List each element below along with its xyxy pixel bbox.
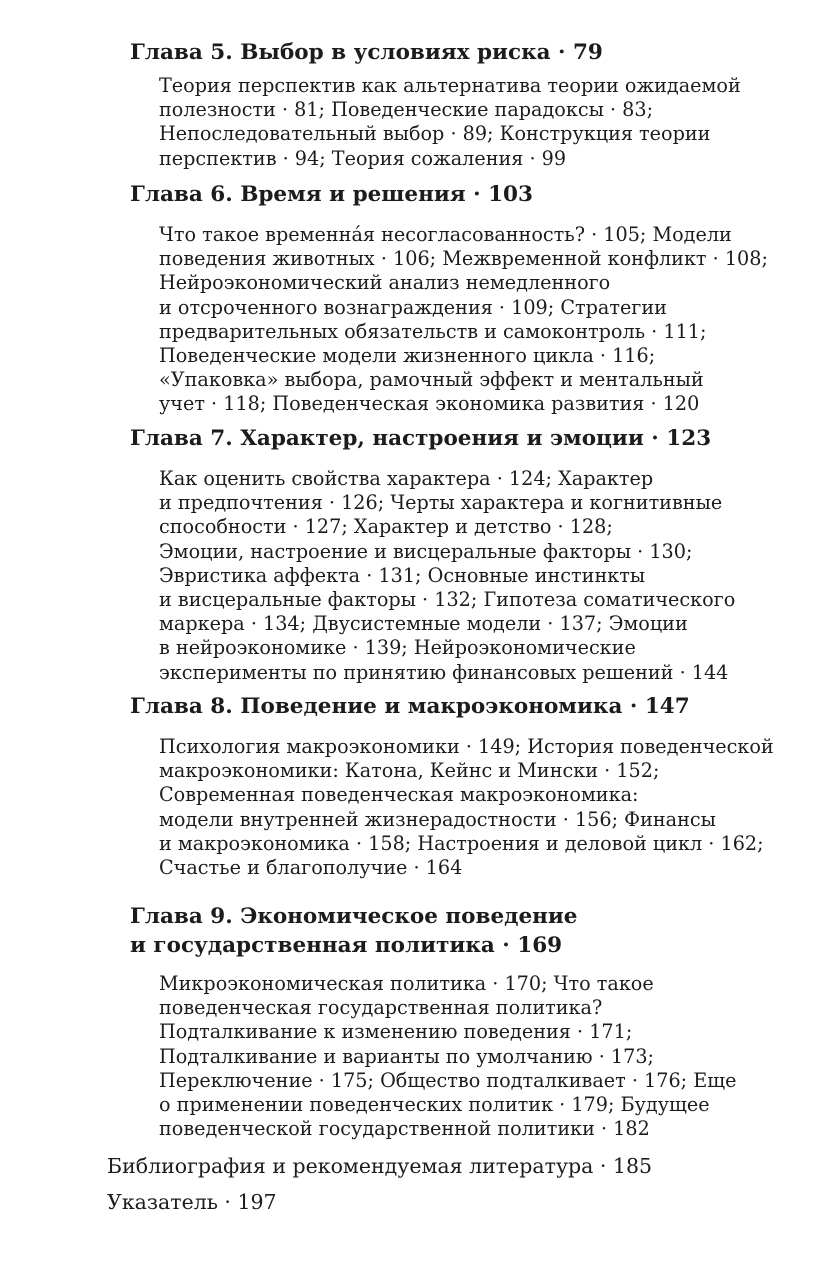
toc-bibliography-entry: Библиография и рекомендуемая литература · 185 [107, 1154, 653, 1178]
entry-line: Подталкивание к изменению поведения · 171; [159, 1020, 633, 1044]
entry-line: учет · 118; Поведенческая экономика развития · 120 [159, 392, 700, 416]
chapter-heading [130, 424, 810, 453]
entry-line: Поведенческие модели жизненного цикла · 116; [159, 344, 656, 368]
toc-chapter-8 [130, 692, 810, 880]
chapter-heading [130, 180, 810, 209]
chapter-heading-line: Глава 8. Поведение и макроэкономика · 147 [130, 694, 690, 719]
entry-line: Психология макроэкономики · 149; История поведенческой [159, 735, 774, 758]
entry-line: Непоследовательный выбор · 89; Конструкция теории [159, 122, 711, 146]
chapter-entries [159, 972, 810, 1141]
entry-line: Эвристика аффекта · 131; Основные инстинкты [159, 563, 646, 587]
entry-line: полезности · 81; Поведенческие парадоксы · 83; [159, 98, 654, 122]
entry-line: Счастье и благополучие · 164 [159, 856, 463, 880]
entry-line: модели внутренней жизнерадостности · 156; Финансы [159, 807, 716, 831]
chapter-entries [159, 74, 810, 171]
chapter-heading-line: Глава 7. Характер, настроения и эмоции · 123 [130, 426, 712, 451]
entry-line: макроэкономики: Катона, Кейнс и Мински · 152; [159, 759, 660, 783]
chapter-entries [159, 735, 810, 880]
entry-line: маркера · 134; Двусистемные модели · 137; Эмоции [159, 612, 688, 636]
entry-line: поведенческой государственной политики · 182 [159, 1117, 650, 1141]
entry-line: перспектив · 94; Теория сожаления · 99 [159, 146, 567, 170]
toc-chapter-5 [130, 38, 810, 171]
entry-line: и висцеральные факторы · 132; Гипотеза соматического [159, 588, 736, 612]
entry-line: и макроэкономика · 158; Настроения и деловой цикл · 162; [159, 831, 764, 855]
entry-line: Нейроэкономический анализ немедленного [159, 271, 611, 295]
toc-chapter-6 [130, 180, 810, 417]
entry-line: Как оценить свойства характера · 124; Характер [159, 467, 654, 490]
chapter-entries [159, 223, 810, 417]
entry-line: в нейроэкономике · 139; Нейроэкономические [159, 636, 636, 660]
entry-line: Современная поведенческая макроэкономика: [159, 783, 639, 807]
chapter-heading-line: Глава 6. Время и решения · 103 [130, 182, 533, 207]
entry-line: предварительных обязательств и самоконтроль · 111; [159, 319, 707, 343]
entry-line: поведения животных · 106; Межвременной конфликт · 108; [159, 247, 768, 271]
chapter-heading [130, 692, 810, 721]
entry-line: Подталкивание и варианты по умолчанию · 173; [159, 1044, 654, 1068]
entry-line: поведенческая государственная политика? [159, 996, 603, 1020]
entry-line: Что такое временнáя несогласованность? · 105; Модели [159, 223, 732, 246]
chapter-entries [159, 467, 810, 685]
entry-line: и предпочтения · 126; Черты характера и когнитивные [159, 491, 723, 515]
entry-line: Переключение · 175; Общество подталкивает · 176; Еще [159, 1068, 737, 1092]
chapter-heading-line: Глава 5. Выбор в условиях риска · 79 [130, 40, 603, 65]
entry-line: способности · 127; Характер и детство · 128; [159, 515, 613, 539]
chapter-heading [130, 902, 810, 960]
chapter-heading [130, 38, 810, 67]
entry-line: Микроэкономическая политика · 170; Что такое [159, 972, 654, 995]
toc-chapter-9 [130, 902, 810, 1141]
entry-line: Теория перспектив как альтернатива теории ожидаемой [159, 74, 741, 97]
entry-line: «Упаковка» выбора, рамочный эффект и ментальный [159, 368, 704, 392]
toc-index-entry: Указатель · 197 [107, 1190, 277, 1214]
chapter-heading-line: и государственная политика · 169 [130, 933, 563, 958]
entry-line: о применении поведенческих политик · 179; Будущее [159, 1093, 710, 1117]
entry-line: и отсроченного вознаграждения · 109; Стратегии [159, 295, 667, 319]
toc-chapter-7 [130, 424, 810, 685]
chapter-heading-line: Глава 9. Экономическое поведение [130, 904, 578, 929]
entry-line: Эмоции, настроение и висцеральные факторы · 130; [159, 539, 693, 563]
entry-line: эксперименты по принятию финансовых решений · 144 [159, 660, 729, 684]
